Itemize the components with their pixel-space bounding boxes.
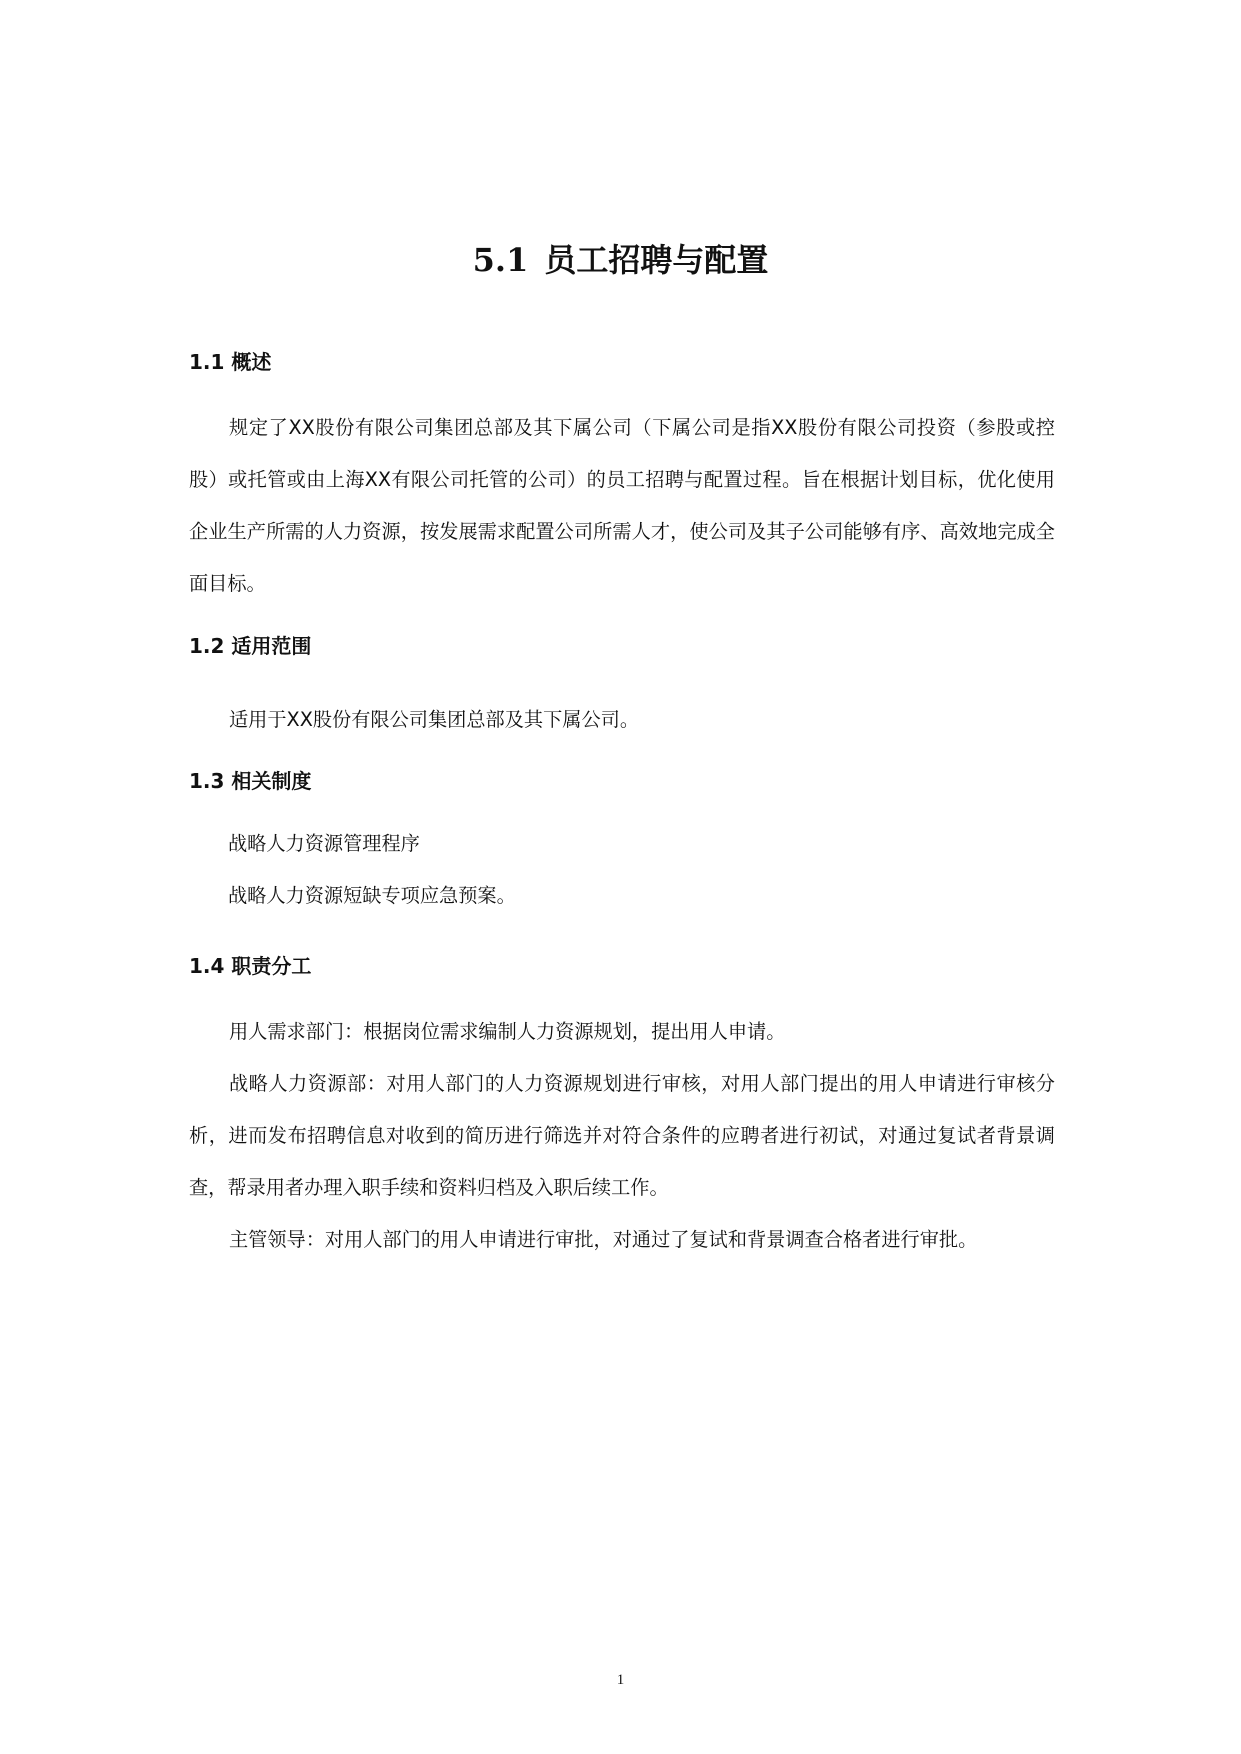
responsibility-paragraph: 主管领导：对用人部门的用人申请进行审批，对通过了复试和背景调查合格者进行审批。 <box>229 1228 978 1251</box>
overview-paragraph: 规定了XX股份有限公司集团总部及其下属公司（下属公司是指XX股份有限公司投资（参股或控股）或托管或由上海XX有限公司托管的公司）的员工招聘与配置过程。旨在根据计划目标，优化使用企业生产所需的人力资源，按发展需求配置公司所需人才，使公司及其子公司能够有序、高效地完成全面目标。 <box>189 416 1055 595</box>
section-heading-related-rules: 1.3 相关制度 <box>189 769 312 793</box>
related-rule-item: 战略人力资源短缺专项应急预案。 <box>228 884 516 907</box>
section-heading-responsibilities: 1.4 职责分工 <box>189 954 312 978</box>
related-rule-item: 战略人力资源管理程序 <box>228 832 420 855</box>
scope-paragraph: 适用于XX股份有限公司集团总部及其下属公司。 <box>229 708 640 731</box>
section-heading-overview: 1.1 概述 <box>189 350 272 374</box>
title-number: 5.1 <box>472 241 529 279</box>
section-heading-scope: 1.2 适用范围 <box>189 634 312 658</box>
document-title <box>0 238 1241 282</box>
page-number: 1 <box>616 1672 625 1688</box>
title-text: 员工招聘与配置 <box>544 241 769 279</box>
responsibility-paragraph: 用人需求部门：根据岗位需求编制人力资源规划，提出用人申请。 <box>229 1020 786 1043</box>
responsibility-paragraph: 战略人力资源部：对用人部门的人力资源规划进行审核，对用人部门提出的用人申请进行审核分析，进而发布招聘信息对收到的简历进行筛选并对符合条件的应聘者进行初试，对通过复试者背景调查，帮录用者办理入职手续和资料归档及入职后续工作。 <box>189 1072 1055 1199</box>
